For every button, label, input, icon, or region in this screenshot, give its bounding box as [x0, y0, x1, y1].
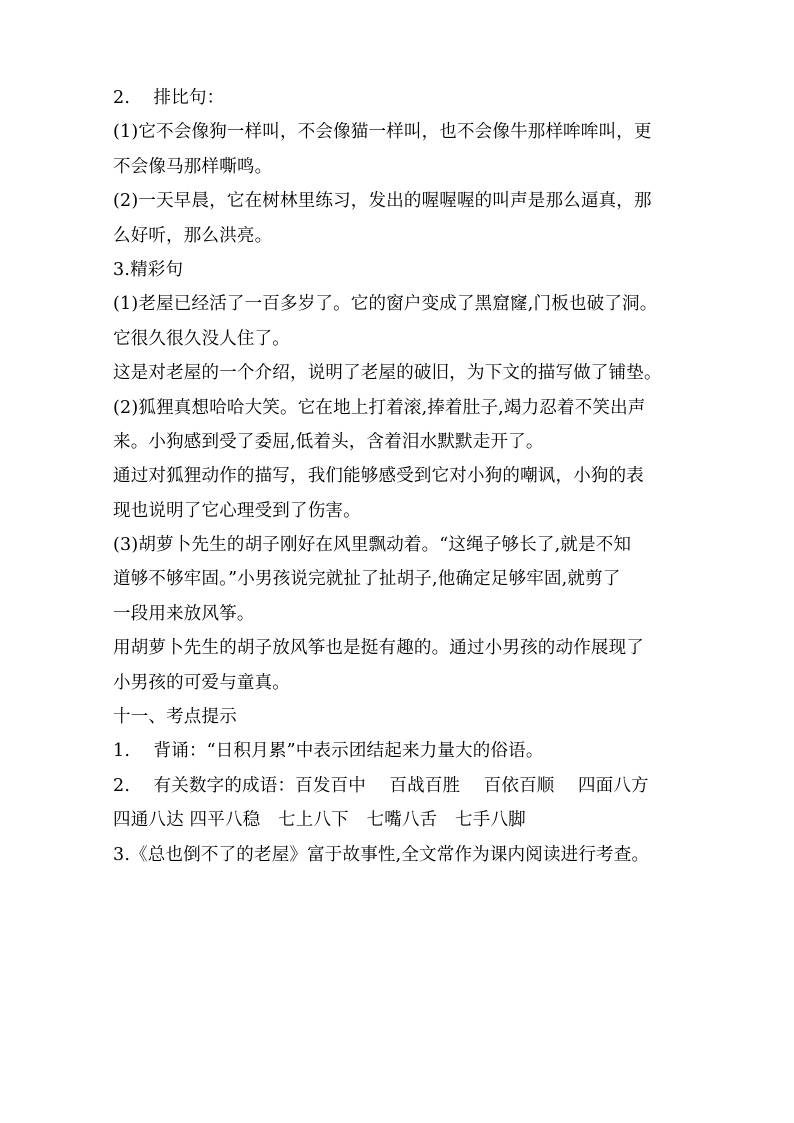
paragraph-line: (2)一天早晨，它在树林里练习，发出的喔喔喔的叫声是那么逼真，那 [113, 191, 652, 212]
paragraph-line: (1)老屋已经活了一百多岁了。它的窗户变成了黑窟窿,门板也破了洞。 [113, 294, 658, 315]
paragraph-line: (3)胡萝卜先生的胡子刚好在风里飘动着。“这绳子够长了,就是不知 [113, 535, 632, 556]
paragraph-line: (1)它不会像狗一样叫，不会像猫一样叫，也不会像牛那样哞哞叫，更 [113, 122, 652, 143]
paragraph-line: 这是对老屋的一个介绍，说明了老屋的破旧，为下文的描写做了铺垫。 [113, 363, 662, 384]
paragraph-line: 1. 背诵：“日积月累”中表示团结起来力量大的俗语。 [113, 741, 544, 762]
paragraph-line: 现也说明了它心理受到了伤害。 [113, 500, 361, 521]
section-heading-parallelism: 2. 排比句： [113, 88, 225, 108]
paragraph-line: 用胡萝卜先生的胡子放风筝也是挺有趣的。通过小男孩的动作展现了 [113, 638, 644, 659]
paragraph-line: 2. 有关数字的成语：百发百中 百战百胜 百依百顺 四面八方 [113, 775, 649, 796]
document-body [113, 81, 683, 872]
paragraph-line: 通过对狐狸动作的描写，我们能够感受到它对小狗的嘲讽，小狗的表 [113, 466, 644, 487]
paragraph-line: 来。小狗感到受了委屈,低着头，含着泪水默默走开了。 [113, 431, 544, 452]
paragraph-line: 道够不够牢固。”小男孩说完就扯了扯胡子,他确定足够牢固,就剪了 [113, 569, 621, 590]
paragraph-line: 它很久很久没人住了。 [113, 328, 290, 349]
paragraph-line: 四通八达 四平八稳 七上八下 七嘴八舌 七手八脚 [113, 810, 526, 831]
paragraph-line: 小男孩的可爱与童真。 [113, 672, 290, 693]
paragraph-line: 不会像马那样嘶鸣。 [113, 156, 273, 177]
section-heading-wonderful-sentences: 3.精彩句 [113, 259, 184, 280]
paragraph-line: 3.《总也倒不了的老屋》富于故事性,全文常作为课内阅读进行考查。 [113, 844, 650, 865]
paragraph-line: 一段用来放风筝。 [113, 603, 255, 624]
paragraph-line: (2)狐狸真想哈哈大笑。它在地上打着滚,捧着肚子,竭力忍着不笑出声 [113, 397, 646, 418]
section-heading-exam-tips: 十一、考点提示 [113, 707, 237, 728]
paragraph-line: 么好听，那么洪亮。 [113, 225, 273, 246]
